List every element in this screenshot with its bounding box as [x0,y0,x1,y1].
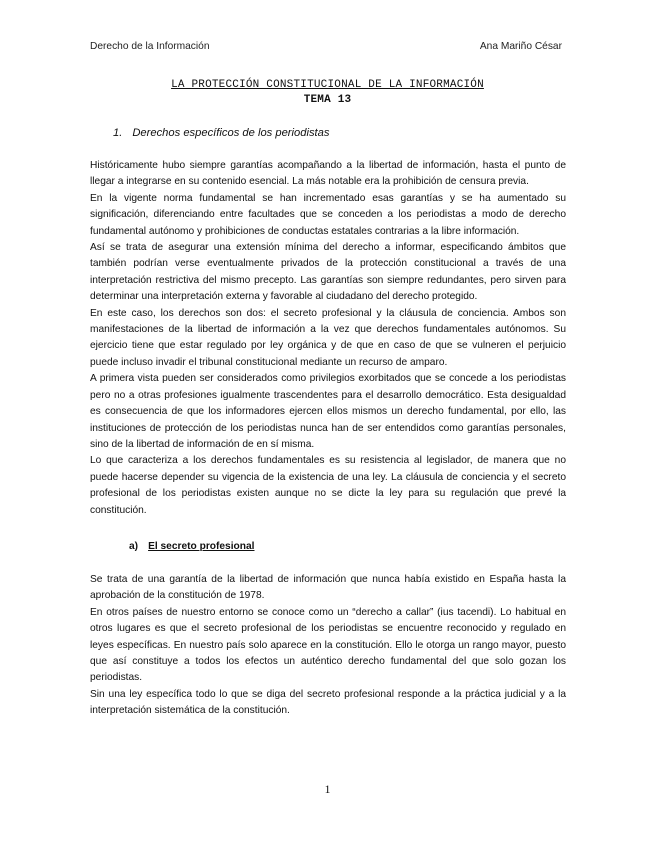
subsection-body [90,572,566,720]
subsection-heading [129,541,255,552]
section-heading [113,127,329,139]
section-title: Derechos específicos de los periodistas [132,127,330,139]
subsection-label: a) [129,541,139,552]
paragraph: A primera vista pueden ser considerados como privilegios exorbitados que se concede a los periodistas pero no a otras profesiones igualmente trascendentes para el desarrollo democrático. Esta desigualdad es consecuencia de que los informadores ejercen ellos mismos un derecho fundamental, por ello, las instituciones de protección de los periodistas nunca han de ser entendidos como garantías personales, sino de la libertad de información de en sí misma. [90,373,566,450]
document-title [0,79,655,91]
document-title-text: LA PROTECCIÓN CONSTITUCIONAL DE LA INFORMACIÓN [171,79,484,91]
paragraph: Lo que caracteriza a los derechos fundamentales es su resistencia al legislador, de manera que no puede hacerse depender su vigencia de la existencia de una ley. La cláusula de conciencia y el secreto profesional de los periodistas existen aunque no se dicte la ley para su regulación que prevé la constitución. [90,455,566,516]
paragraph: En este caso, los derechos son dos: el secreto profesional y la cláusula de conciencia. Ambos son manifestaciones de la libertad de información a la vez que derechos fundamentales autónomos. Su ejercicio tiene que estar regulado por ley orgánica y de que en caso de que se vulneren el perjuicio puede incluso invadir el tribunal constitucional mediante un recurso de amparo. [90,307,566,368]
header-author-name: Ana Mariño César [479,41,562,52]
paragraph: Así se trata de asegurar una extensión mínima del derecho a informar, especificando ámbitos que también podrían verse eventualmente privados de la protección constitucional a través de una interpretación restrictiva del mismo precepto. Las garantías son siempre redundantes, pero sirven para determinar una interpretación externa y favorable al ciudadano del derecho protegido. [90,242,566,303]
header-course-name: Derecho de la Información [90,41,210,52]
page-number: 1 [324,782,331,796]
paragraph: En la vigente norma fundamental se han incrementado esas garantías y se ha aumentado su significación, diferenciando entre facultades que se conceden a los periodistas a modo de derecho fundamental autónomo y prohibiciones de conductas estatales contrarias a la libre información. [90,192,566,237]
section-body [90,158,566,519]
paragraph: Se trata de una garantía de la libertad de información que nunca había existido en España hasta la aprobación de la constitución de 1978. [90,574,566,602]
paragraph: Históricamente hubo siempre garantías acompañando a la libertad de información, hasta el punto de llegar a integrarse en su contenido esencial. La más notable era la prohibición de censura previa. [90,160,566,188]
document-subtitle: TEMA 13 [303,94,352,106]
section-number: 1. [113,127,123,139]
paragraph: En otros países de nuestro entorno se conoce como un “derecho a callar” (ius tacendi). Lo habitual en otros lugares es que el secreto profesional de los periodistas se encuentre reconocido y regulado en leyes específicas. En nuestro país solo aparece en la constitución. Ello le otorga un rango mayor, puesto que así constituye a todos los efectos un auténtico derecho fundamental del que solo gozan los periodistas. [90,606,566,684]
subsection-title: El secreto profesional [148,541,255,552]
paragraph: Sin una ley específica todo lo que se diga del secreto profesional responde a la práctica judicial y a la interpretación sistemática de la constitución. [90,688,566,717]
